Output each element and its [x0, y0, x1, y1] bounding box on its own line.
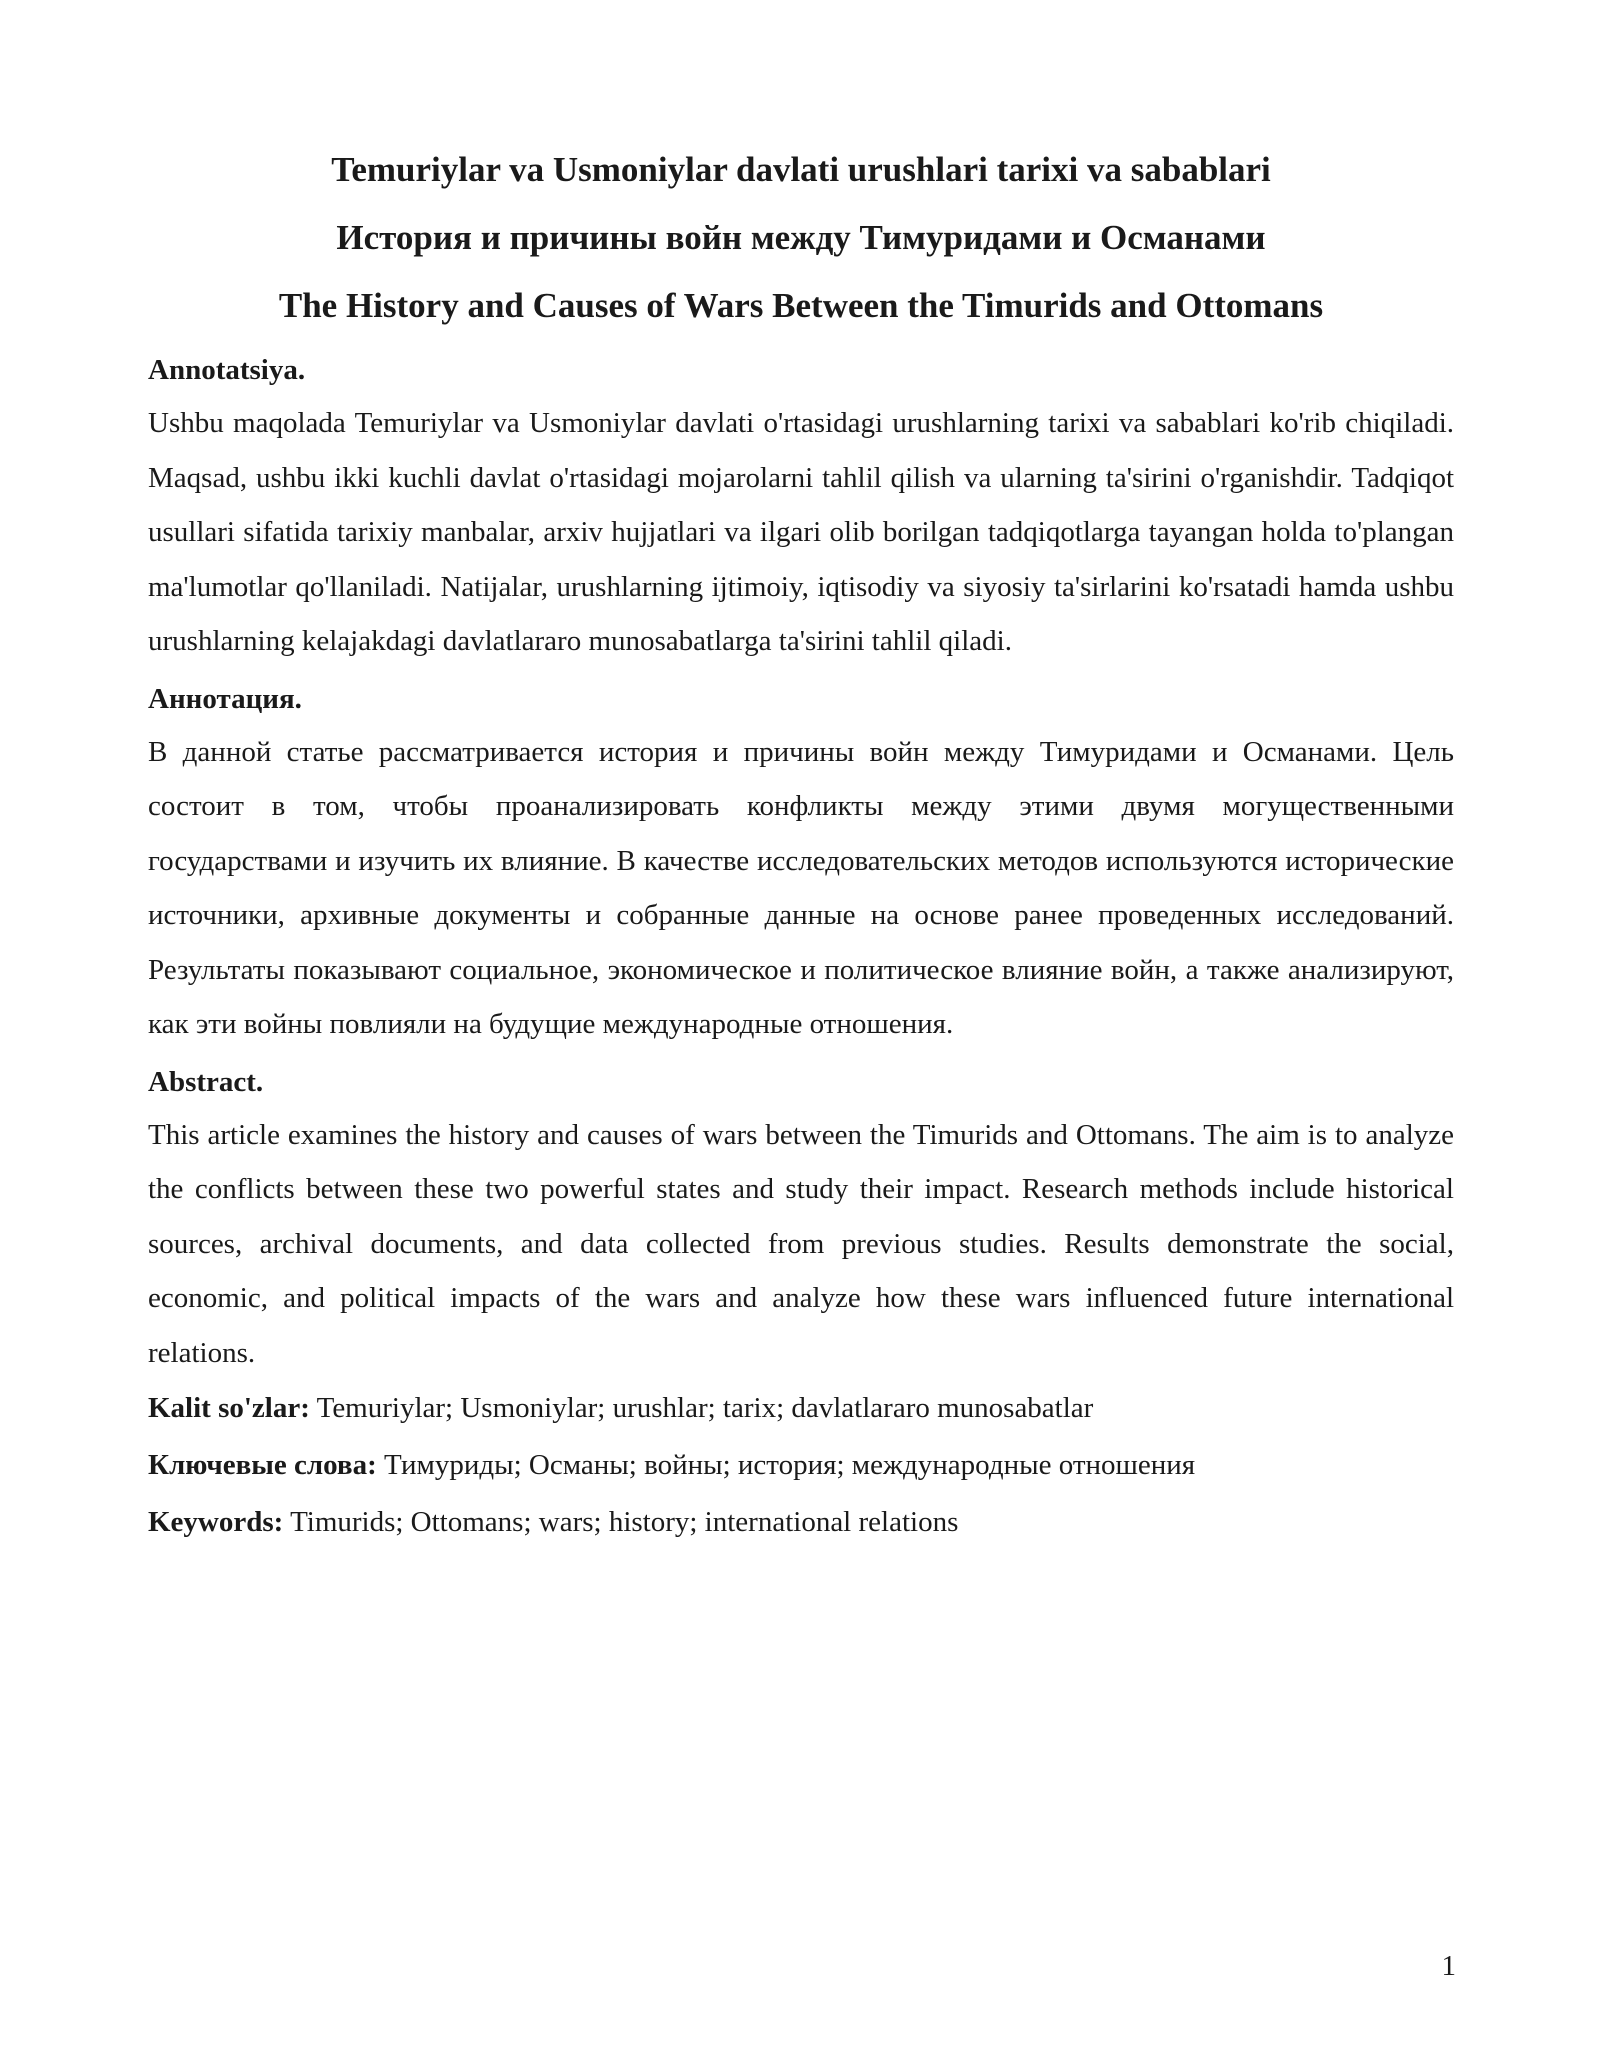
- keywords-ru-value: Тимуриды; Османы; войны; история; международные отношения: [384, 1449, 1196, 1481]
- title-uzbek: Temuriylar va Usmoniylar davlati urushlari tarixi va sabablari: [331, 150, 1271, 189]
- page-content: [148, 136, 1454, 1551]
- keywords-ru-label: Ключевые слова:: [148, 1449, 377, 1481]
- abstract-en-heading: Abstract.: [148, 1065, 264, 1098]
- annotation-uz-heading: Annotatsiya.: [148, 354, 306, 386]
- keywords-en-line: [148, 1494, 1454, 1551]
- keywords-en-label: Keywords:: [148, 1506, 284, 1538]
- keywords-uz-label: Kalit so'zlar:: [148, 1392, 310, 1424]
- title-russian: История и причины войн между Тимуридами и Османами: [336, 218, 1266, 257]
- annotation-uz-text: Ushbu maqolada Temuriylar va Usmoniylar davlati o'rtasidagi urushlarning tarixi va sabablari ko'rib chiqiladi. Maqsad, ushbu ikki kuchli davlat o'rtasidagi mojarolarni tahlil qilish va ularning ta'sirini o'rganishdir. Tadqiqot usullari sifatida tarixiy manbalar, arxiv hujjatlari va ilgari olib borilgan tadqiqotlarga tayangan holda to'plangan ma'lumotlar qo'llaniladi. Natijalar, urushlarning ijtimoiy, iqtisodiy va siyosiy ta'sirlarini ko'rsatadi hamda ushbu urushlarning kelajakdagi davlatlararo munosabatlarga ta'sirini tahlil qiladi.: [148, 407, 1454, 657]
- keywords-en-value: Timurids; Ottomans; wars; history; international relations: [290, 1506, 959, 1538]
- keywords-ru-line: [148, 1437, 1454, 1494]
- abstract-en-text: This article examines the history and causes of wars between the Timurids and Ottomans. The aim is to analyze the conflicts between these two powerful states and study their impact. Research methods include historical sources, archival documents, and data collected from previous studies. Results demonstrate the social, economic, and political impacts of the wars and analyze how these wars influenced future international relations.: [148, 1118, 1454, 1369]
- keywords-uz-line: [148, 1380, 1454, 1437]
- title-english: The History and Causes of Wars Between the Timurids and Ottomans: [278, 286, 1324, 325]
- annotation-ru-heading: Аннотация.: [148, 682, 302, 715]
- annotation-ru-text: В данной статье рассматривается история и причины войн между Тимуридами и Османами. Цель состоит в том, чтобы проанализировать конфликты между этими двумя могущественными государствами и изучить их влияние. В качестве исследовательских методов используются исторические источники, архивные документы и собранные данные на основе ранее проведенных исследований. Результаты показывают социальное, экономическое и политическое влияние войн, а также анализируют, как эти войны повлияли на будущие международные отношения.: [148, 735, 1454, 1040]
- page-number: 1: [1441, 1950, 1456, 1982]
- keywords-uz-value: Temuriylar; Usmoniylar; urushlar; tarix; davlatlararo munosabatlar: [316, 1392, 1094, 1424]
